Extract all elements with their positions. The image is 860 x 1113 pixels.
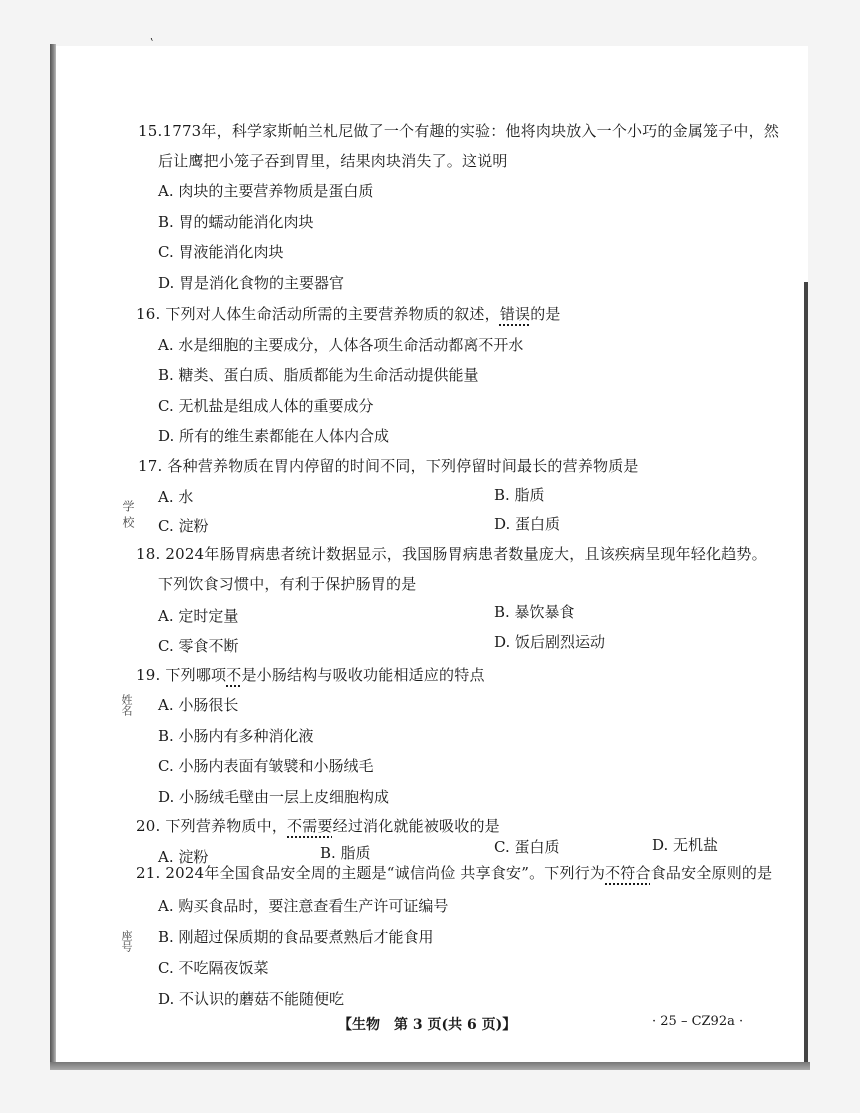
question-19-option-a: A. 小肠很长: [158, 696, 239, 714]
question-21-stem-text: 21. 2024年全国食品安全周的主题是“诚信尚俭 共享食安”。下列行为: [136, 864, 606, 882]
question-15-option-c: C. 胃液能消化肉块: [158, 243, 284, 261]
question-16-stem: [136, 303, 561, 324]
question-20-option-c: C. 蛋白质: [494, 838, 560, 856]
question-19-stem: [136, 664, 485, 685]
question-18-stem-line2: 下列饮食习惯中，有利于保护肠胃的是: [158, 575, 417, 593]
margin-mark: 学: [121, 500, 135, 512]
question-17-option-b: B. 脂质: [494, 486, 545, 504]
question-16-option-c: C. 无机盐是组成人体的重要成分: [158, 397, 374, 415]
question-19-option-b: B. 小肠内有多种消化液: [158, 727, 314, 745]
question-20-option-a: A. 淀粉: [158, 848, 209, 866]
question-17-option-a: A. 水: [158, 488, 194, 506]
question-21-option-d: D. 不认识的蘑菇不能随便吃: [158, 990, 345, 1008]
question-21-stem: [136, 862, 772, 883]
question-20-stem: [136, 815, 500, 836]
question-21-option-c: C. 不吃隔夜饭菜: [158, 959, 269, 977]
question-16-option-a: A. 水是细胞的主要成分，人体各项生命活动都离不开水: [158, 336, 524, 354]
question-20-stem-end: 经过消化就能被吸收的是: [332, 817, 500, 835]
question-21-option-a: A. 购买食品时，要注意查看生产许可证编号: [158, 897, 449, 915]
question-15-option-b: B. 胃的蠕动能消化肉块: [158, 213, 314, 231]
margin-mark: 姓名: [120, 694, 133, 716]
question-19-option-c: C. 小肠内表面有皱襞和小肠绒毛: [158, 757, 374, 775]
question-19-stem-end: 是小肠结构与吸收功能相适应的特点: [241, 666, 485, 684]
question-20-option-d: D. 无机盐: [652, 836, 719, 854]
margin-mark: 校: [121, 516, 135, 528]
question-16-stem-text: 16. 下列对人体生命活动所需的主要营养物质的叙述，: [136, 305, 500, 323]
question-17-option-d: D. 蛋白质: [494, 515, 561, 533]
margin-mark: 座号: [120, 930, 133, 952]
question-21-stem-end: 食品安全原则的是: [650, 864, 773, 882]
margin-mark: ‛: [150, 36, 154, 50]
question-18-option-a: A. 定时定量: [158, 607, 239, 625]
page-footer: 【生物 第 3 页(共 6 页)】: [338, 1017, 517, 1033]
question-15-stem-line1: 15.1773年，科学家斯帕兰札尼做了一个有趣的实验：他将肉块放入一个小巧的金属笼子中，然: [138, 122, 780, 140]
paper-code: · 25 – CZ92a ·: [652, 1014, 744, 1029]
question-20-stem-text: 20. 下列营养物质中，: [136, 817, 288, 835]
question-18-option-c: C. 零食不断: [158, 637, 239, 655]
question-19-emphasis: 不: [226, 666, 242, 684]
question-20-option-b: B. 脂质: [320, 844, 371, 862]
question-18-option-d: D. 饭后剧烈运动: [494, 633, 606, 651]
question-17-stem: 17. 各种营养物质在胃内停留的时间不同，下列停留时间最长的营养物质是: [138, 457, 639, 475]
question-16-option-b: B. 糖类、蛋白质、脂质都能为生命活动提供能量: [158, 366, 479, 384]
question-15-stem-line2: 后让鹰把小笼子吞到胃里，结果肉块消失了。这说明: [158, 152, 508, 170]
question-19-option-d: D. 小肠绒毛壁由一层上皮细胞构成: [158, 788, 390, 806]
question-16-option-d: D. 所有的维生素都能在人体内合成: [158, 427, 390, 445]
question-21-emphasis: 不符合: [605, 864, 651, 882]
question-18-stem-line1: 18. 2024年肠胃病患者统计数据显示，我国肠胃病患者数量庞大，且该疾病呈现年轻化趋势。: [136, 545, 767, 563]
question-15-option-d: D. 胃是消化食物的主要器官: [158, 274, 345, 292]
question-17-option-c: C. 淀粉: [158, 517, 209, 535]
question-18-option-b: B. 暴饮暴食: [494, 603, 575, 621]
question-20-emphasis: 不需要: [287, 817, 333, 835]
question-21-option-b: B. 刚超过保质期的食品要煮熟后才能食用: [158, 928, 434, 946]
question-19-stem-text: 19. 下列哪项: [136, 666, 227, 684]
question-15-option-a: A. 肉块的主要营养物质是蛋白质: [158, 182, 374, 200]
question-16-emphasis: 错误: [499, 305, 531, 323]
question-16-stem-end: 的是: [530, 305, 561, 323]
scan-shadow-bottom: [50, 1062, 810, 1070]
page-edge-right: [804, 282, 808, 1062]
